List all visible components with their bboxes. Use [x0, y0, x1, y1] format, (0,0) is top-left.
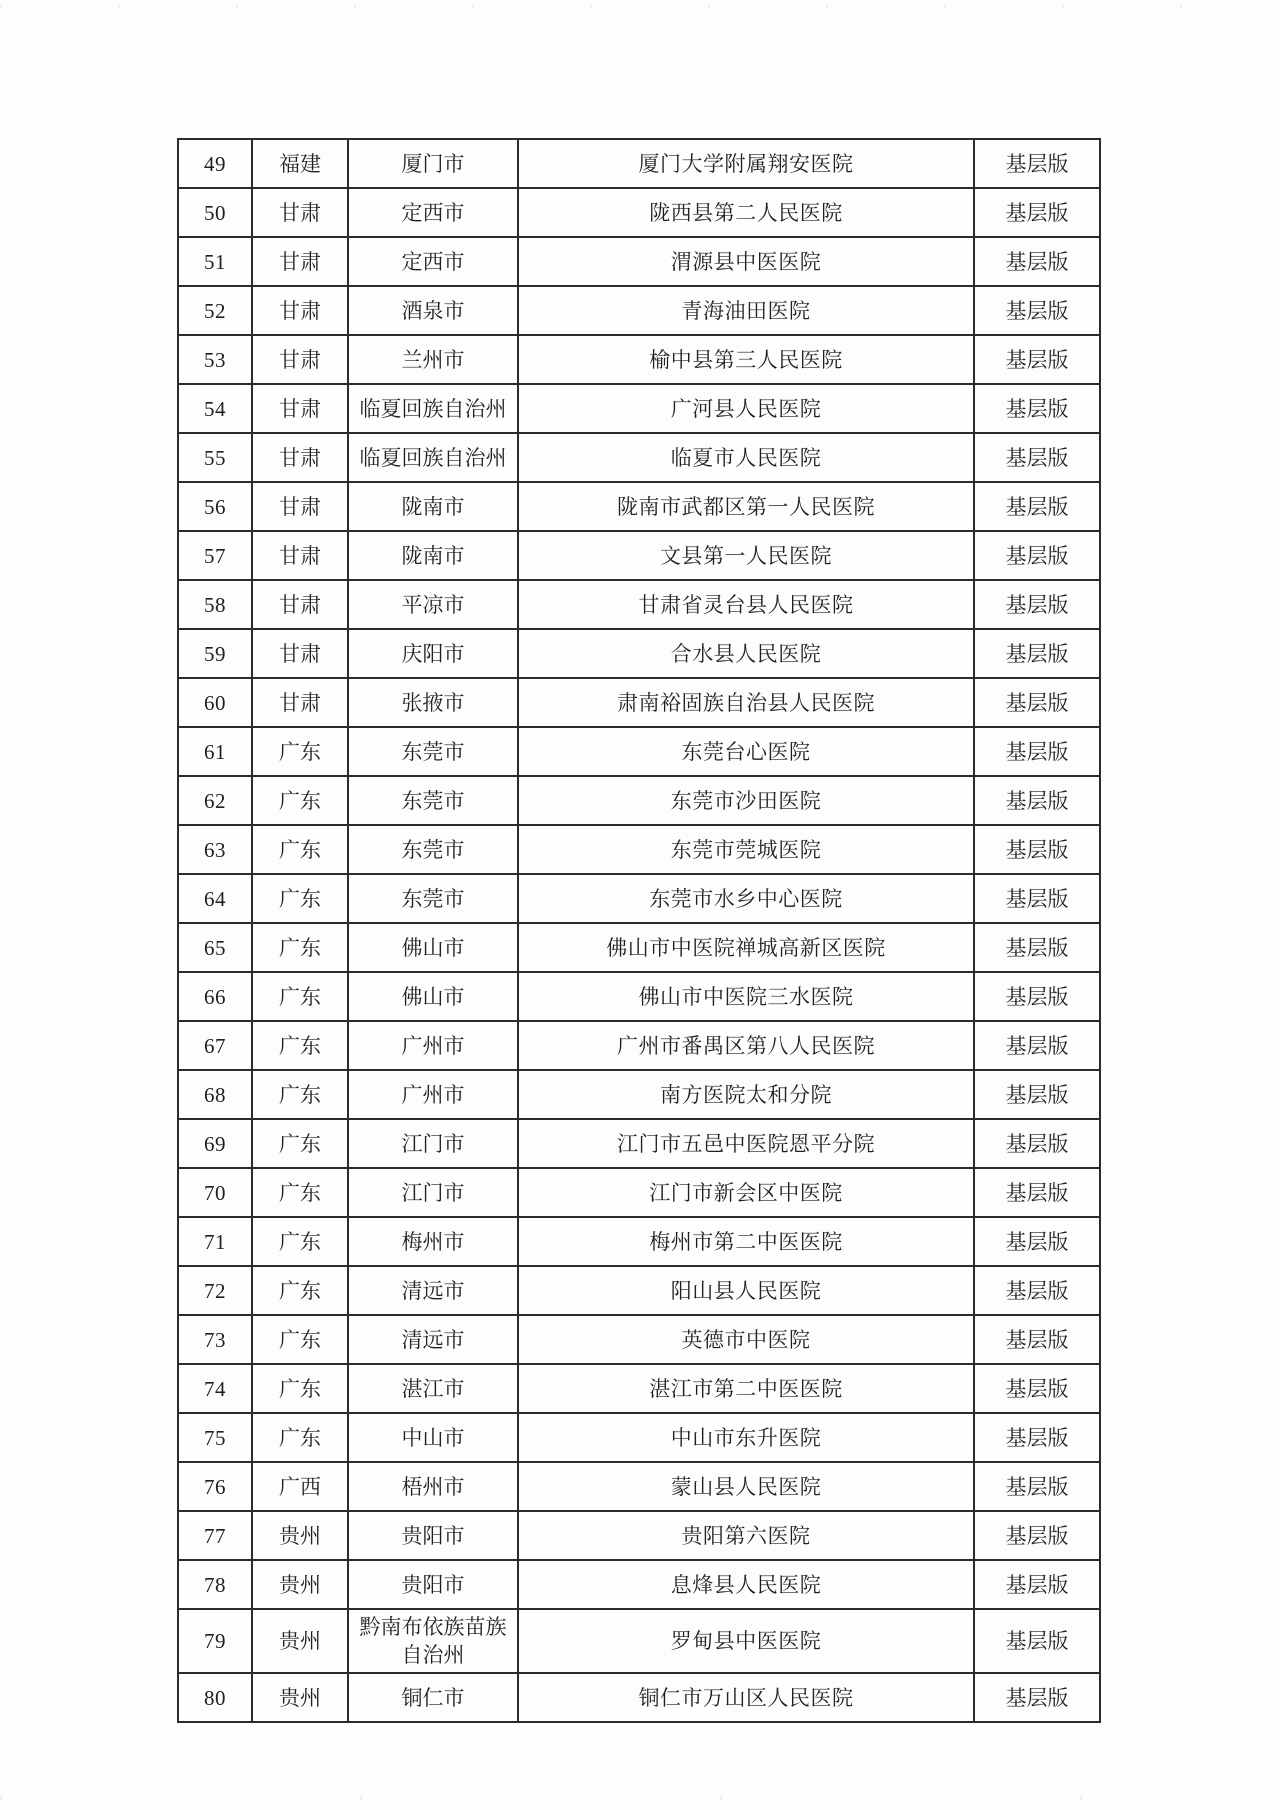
table-row [178, 335, 1100, 384]
cell-hospital: 肃南裕固族自治县人民医院 [518, 678, 974, 727]
table-row [178, 727, 1100, 776]
cell-hospital: 东莞台心医院 [518, 727, 974, 776]
cell-city: 佛山市 [348, 972, 518, 1021]
cell-edition: 基层版 [974, 1217, 1100, 1266]
cell-edition: 基层版 [974, 1315, 1100, 1364]
cell-province: 广东 [252, 1021, 348, 1070]
cell-city: 黔南布依族苗族自治州 [348, 1609, 518, 1673]
cell-edition: 基层版 [974, 335, 1100, 384]
cell-row-number: 53 [178, 335, 252, 384]
cell-province: 广东 [252, 874, 348, 923]
cell-hospital: 广河县人民医院 [518, 384, 974, 433]
cell-edition: 基层版 [974, 1413, 1100, 1462]
cell-hospital: 江门市新会区中医院 [518, 1168, 974, 1217]
cell-province: 甘肃 [252, 286, 348, 335]
cell-city: 定西市 [348, 188, 518, 237]
cell-row-number: 78 [178, 1560, 252, 1609]
cell-city: 梅州市 [348, 1217, 518, 1266]
cell-row-number: 80 [178, 1673, 252, 1722]
cell-row-number: 64 [178, 874, 252, 923]
cell-edition: 基层版 [974, 1609, 1100, 1673]
table-row [178, 776, 1100, 825]
cell-hospital: 息烽县人民医院 [518, 1560, 974, 1609]
cell-edition: 基层版 [974, 433, 1100, 482]
cell-row-number: 71 [178, 1217, 252, 1266]
table-row [178, 1413, 1100, 1462]
cell-city: 贵阳市 [348, 1560, 518, 1609]
cell-city: 东莞市 [348, 776, 518, 825]
cell-province: 广东 [252, 972, 348, 1021]
cell-city: 佛山市 [348, 923, 518, 972]
table-row [178, 433, 1100, 482]
cell-province: 甘肃 [252, 580, 348, 629]
cell-edition: 基层版 [974, 1511, 1100, 1560]
cell-province: 甘肃 [252, 433, 348, 482]
cell-hospital: 东莞市莞城医院 [518, 825, 974, 874]
table-row [178, 972, 1100, 1021]
table-row [178, 1119, 1100, 1168]
cell-city: 临夏回族自治州 [348, 433, 518, 482]
cell-edition: 基层版 [974, 237, 1100, 286]
cell-hospital: 合水县人民医院 [518, 629, 974, 678]
cell-city: 兰州市 [348, 335, 518, 384]
cell-province: 广东 [252, 825, 348, 874]
cell-row-number: 76 [178, 1462, 252, 1511]
cell-hospital: 甘肃省灵台县人民医院 [518, 580, 974, 629]
cell-province: 贵州 [252, 1673, 348, 1722]
cell-province: 甘肃 [252, 237, 348, 286]
cell-row-number: 79 [178, 1609, 252, 1673]
table-row [178, 825, 1100, 874]
cell-city: 厦门市 [348, 139, 518, 188]
cell-edition: 基层版 [974, 531, 1100, 580]
cell-province: 广西 [252, 1462, 348, 1511]
cell-hospital: 英德市中医院 [518, 1315, 974, 1364]
cell-province: 广东 [252, 1168, 348, 1217]
cell-province: 甘肃 [252, 384, 348, 433]
cell-city: 陇南市 [348, 482, 518, 531]
cell-row-number: 70 [178, 1168, 252, 1217]
cell-edition: 基层版 [974, 1021, 1100, 1070]
cell-city: 清远市 [348, 1266, 518, 1315]
cell-edition: 基层版 [974, 825, 1100, 874]
cell-city: 定西市 [348, 237, 518, 286]
cell-hospital: 广州市番禺区第八人民医院 [518, 1021, 974, 1070]
cell-hospital: 陇南市武都区第一人民医院 [518, 482, 974, 531]
cell-edition: 基层版 [974, 727, 1100, 776]
cell-hospital: 贵阳第六医院 [518, 1511, 974, 1560]
cell-province: 广东 [252, 727, 348, 776]
table-row [178, 237, 1100, 286]
hospital-table [177, 138, 1101, 1723]
cell-city: 广州市 [348, 1021, 518, 1070]
cell-row-number: 72 [178, 1266, 252, 1315]
cell-province: 甘肃 [252, 531, 348, 580]
cell-city: 铜仁市 [348, 1673, 518, 1722]
cell-edition: 基层版 [974, 1560, 1100, 1609]
cell-edition: 基层版 [974, 384, 1100, 433]
table-row [178, 1315, 1100, 1364]
cell-city: 平凉市 [348, 580, 518, 629]
cell-city: 清远市 [348, 1315, 518, 1364]
cell-row-number: 49 [178, 139, 252, 188]
table-row [178, 188, 1100, 237]
cell-city: 陇南市 [348, 531, 518, 580]
hospital-table-body [178, 139, 1100, 1722]
cell-hospital: 榆中县第三人民医院 [518, 335, 974, 384]
cell-edition: 基层版 [974, 629, 1100, 678]
cell-city: 梧州市 [348, 1462, 518, 1511]
cell-row-number: 56 [178, 482, 252, 531]
cell-hospital: 陇西县第二人民医院 [518, 188, 974, 237]
cell-row-number: 65 [178, 923, 252, 972]
cell-city: 酒泉市 [348, 286, 518, 335]
cell-edition: 基层版 [974, 1070, 1100, 1119]
cell-row-number: 63 [178, 825, 252, 874]
cell-city: 临夏回族自治州 [348, 384, 518, 433]
cell-hospital: 东莞市沙田医院 [518, 776, 974, 825]
cell-province: 甘肃 [252, 335, 348, 384]
cell-hospital: 东莞市水乡中心医院 [518, 874, 974, 923]
cell-edition: 基层版 [974, 188, 1100, 237]
cell-province: 广东 [252, 776, 348, 825]
cell-city: 江门市 [348, 1168, 518, 1217]
table-row [178, 923, 1100, 972]
cell-province: 广东 [252, 1266, 348, 1315]
cell-city: 湛江市 [348, 1364, 518, 1413]
cell-hospital: 佛山市中医院三水医院 [518, 972, 974, 1021]
cell-row-number: 55 [178, 433, 252, 482]
cell-edition: 基层版 [974, 580, 1100, 629]
cell-edition: 基层版 [974, 776, 1100, 825]
cell-row-number: 54 [178, 384, 252, 433]
cell-hospital: 临夏市人民医院 [518, 433, 974, 482]
table-row [178, 384, 1100, 433]
cell-city: 东莞市 [348, 825, 518, 874]
cell-hospital: 中山市东升医院 [518, 1413, 974, 1462]
cell-row-number: 50 [178, 188, 252, 237]
cell-province: 甘肃 [252, 629, 348, 678]
cell-row-number: 52 [178, 286, 252, 335]
cell-edition: 基层版 [974, 482, 1100, 531]
cell-province: 贵州 [252, 1560, 348, 1609]
cell-province: 甘肃 [252, 678, 348, 727]
cell-city: 广州市 [348, 1070, 518, 1119]
cell-row-number: 59 [178, 629, 252, 678]
cell-edition: 基层版 [974, 678, 1100, 727]
table-row [178, 629, 1100, 678]
cell-edition: 基层版 [974, 139, 1100, 188]
cell-row-number: 67 [178, 1021, 252, 1070]
cell-row-number: 68 [178, 1070, 252, 1119]
cell-row-number: 62 [178, 776, 252, 825]
table-row [178, 1070, 1100, 1119]
cell-province: 广东 [252, 1315, 348, 1364]
scan-artifact-top [0, 5, 1280, 9]
cell-province: 甘肃 [252, 482, 348, 531]
table-row [178, 139, 1100, 188]
cell-row-number: 60 [178, 678, 252, 727]
table-row [178, 1511, 1100, 1560]
cell-edition: 基层版 [974, 1119, 1100, 1168]
cell-city: 东莞市 [348, 727, 518, 776]
cell-hospital: 厦门大学附属翔安医院 [518, 139, 974, 188]
table-row [178, 482, 1100, 531]
cell-row-number: 57 [178, 531, 252, 580]
cell-row-number: 58 [178, 580, 252, 629]
cell-province: 广东 [252, 1364, 348, 1413]
cell-hospital: 蒙山县人民医院 [518, 1462, 974, 1511]
table-row [178, 1364, 1100, 1413]
cell-edition: 基层版 [974, 923, 1100, 972]
table-row [178, 286, 1100, 335]
table-row [178, 1609, 1100, 1673]
cell-row-number: 73 [178, 1315, 252, 1364]
cell-province: 贵州 [252, 1609, 348, 1673]
cell-edition: 基层版 [974, 1673, 1100, 1722]
table-row [178, 1673, 1100, 1722]
cell-row-number: 69 [178, 1119, 252, 1168]
table-row [178, 678, 1100, 727]
cell-city: 张掖市 [348, 678, 518, 727]
cell-edition: 基层版 [974, 1266, 1100, 1315]
table-row [178, 1560, 1100, 1609]
cell-hospital: 梅州市第二中医医院 [518, 1217, 974, 1266]
cell-row-number: 75 [178, 1413, 252, 1462]
cell-hospital: 湛江市第二中医医院 [518, 1364, 974, 1413]
cell-edition: 基层版 [974, 1364, 1100, 1413]
scan-artifact-bottom [0, 1796, 1280, 1800]
cell-province: 广东 [252, 1217, 348, 1266]
cell-row-number: 74 [178, 1364, 252, 1413]
cell-hospital: 南方医院太和分院 [518, 1070, 974, 1119]
cell-row-number: 77 [178, 1511, 252, 1560]
cell-city: 中山市 [348, 1413, 518, 1462]
cell-hospital: 文县第一人民医院 [518, 531, 974, 580]
cell-row-number: 51 [178, 237, 252, 286]
cell-edition: 基层版 [974, 874, 1100, 923]
cell-city: 贵阳市 [348, 1511, 518, 1560]
cell-hospital: 佛山市中医院禅城高新区医院 [518, 923, 974, 972]
cell-city: 东莞市 [348, 874, 518, 923]
cell-province: 甘肃 [252, 188, 348, 237]
table-row [178, 1266, 1100, 1315]
table-row [178, 1217, 1100, 1266]
table-row [178, 874, 1100, 923]
cell-hospital: 青海油田医院 [518, 286, 974, 335]
cell-row-number: 66 [178, 972, 252, 1021]
cell-hospital: 阳山县人民医院 [518, 1266, 974, 1315]
cell-hospital: 渭源县中医医院 [518, 237, 974, 286]
cell-row-number: 61 [178, 727, 252, 776]
table-row [178, 1021, 1100, 1070]
cell-city: 庆阳市 [348, 629, 518, 678]
cell-province: 贵州 [252, 1511, 348, 1560]
cell-edition: 基层版 [974, 286, 1100, 335]
table-row [178, 531, 1100, 580]
cell-province: 广东 [252, 923, 348, 972]
cell-province: 福建 [252, 139, 348, 188]
cell-province: 广东 [252, 1119, 348, 1168]
table-row [178, 1462, 1100, 1511]
cell-city: 江门市 [348, 1119, 518, 1168]
cell-province: 广东 [252, 1070, 348, 1119]
cell-edition: 基层版 [974, 1462, 1100, 1511]
table-row [178, 580, 1100, 629]
cell-hospital: 铜仁市万山区人民医院 [518, 1673, 974, 1722]
cell-edition: 基层版 [974, 972, 1100, 1021]
cell-hospital: 罗甸县中医医院 [518, 1609, 974, 1673]
cell-edition: 基层版 [974, 1168, 1100, 1217]
table-row [178, 1168, 1100, 1217]
cell-hospital: 江门市五邑中医院恩平分院 [518, 1119, 974, 1168]
cell-province: 广东 [252, 1413, 348, 1462]
